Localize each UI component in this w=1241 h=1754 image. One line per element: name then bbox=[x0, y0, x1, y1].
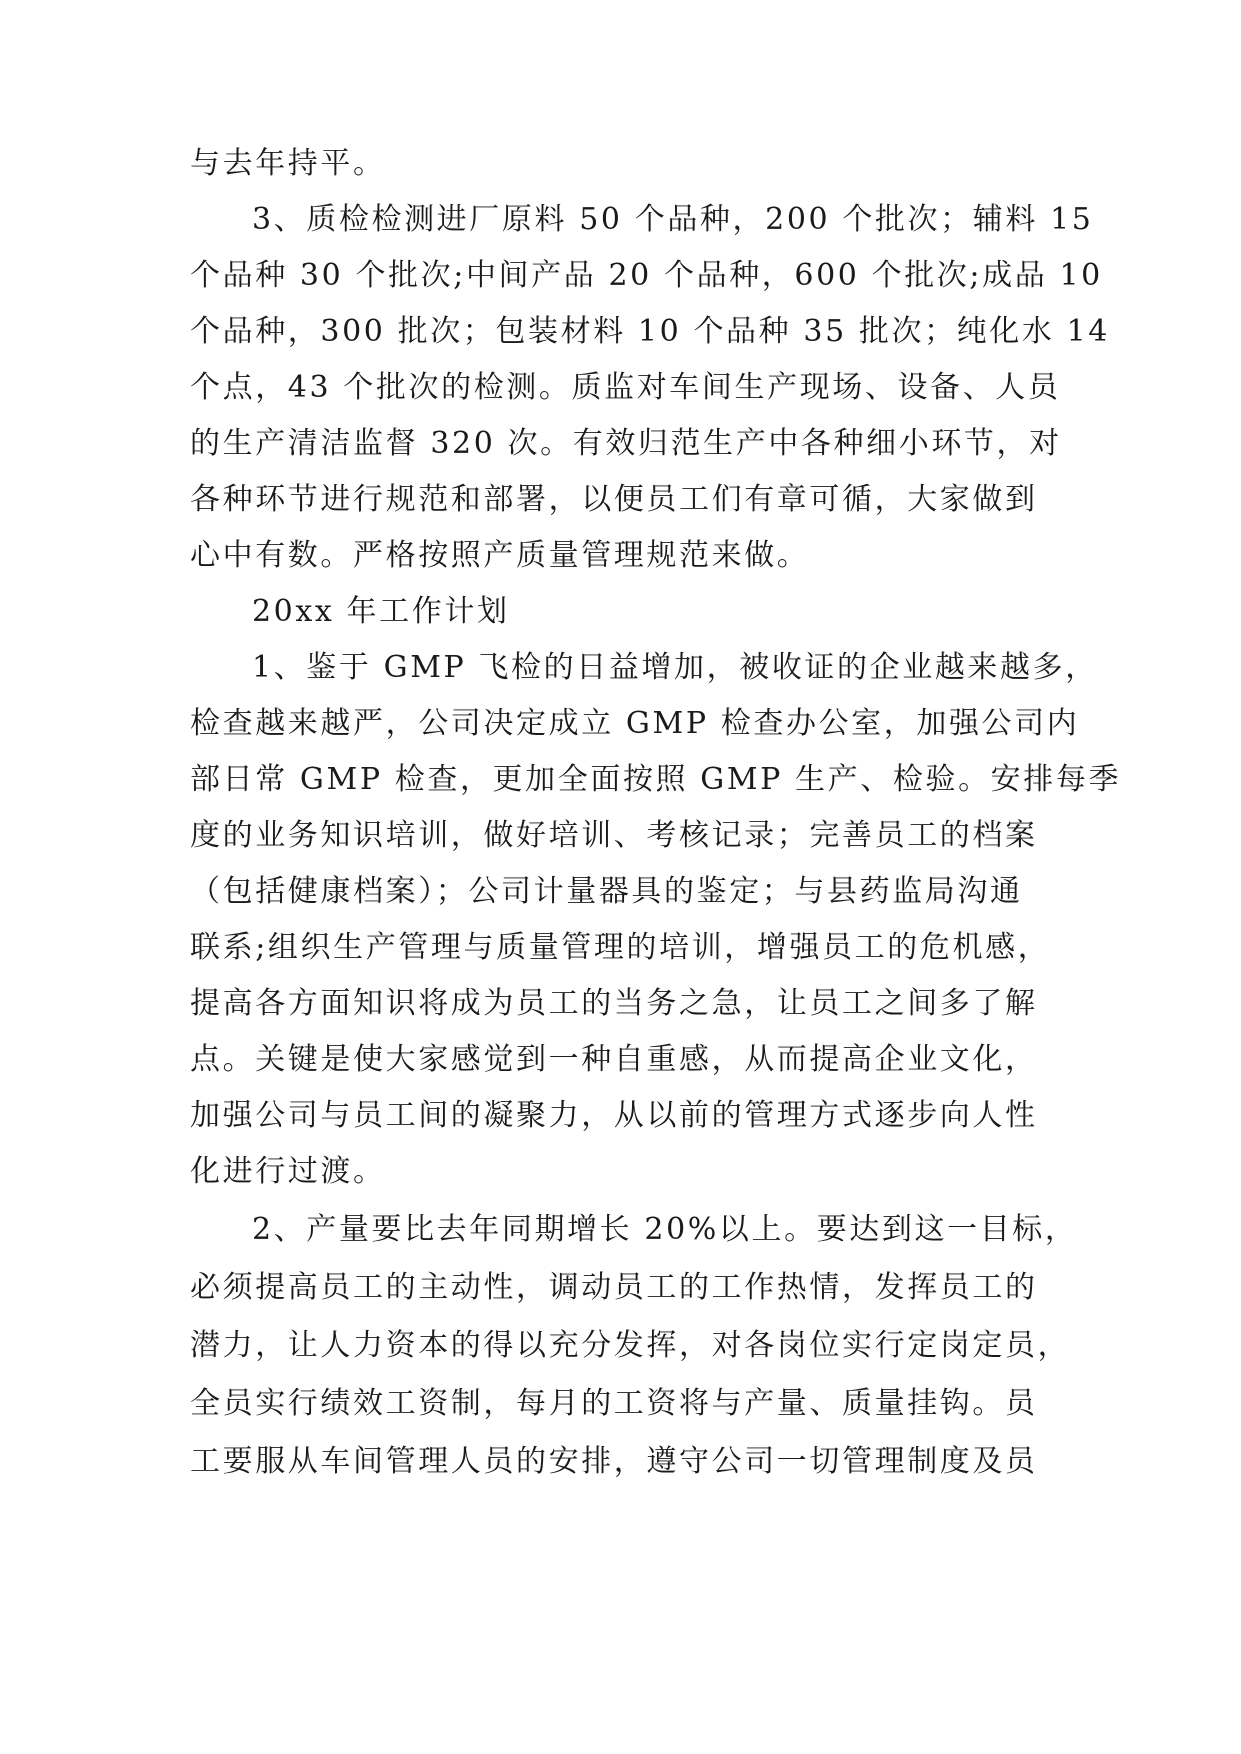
section-heading: 20xx 年工作计划 bbox=[252, 594, 510, 629]
text-line: 提高各方面知识将成为员工的当务之急，让员工之间多了解 bbox=[190, 986, 1038, 1021]
text-line: 个点，43 个批次的检测。质监对车间生产现场、设备、人员 bbox=[190, 370, 1061, 405]
text-line: 个品种，300 批次；包装材料 10 个品种 35 批次；纯化水 14 bbox=[190, 314, 1110, 349]
text-line: 工要服从车间管理人员的安排，遵守公司一切管理制度及员 bbox=[190, 1444, 1038, 1479]
text-line: 与去年持平。 bbox=[190, 146, 386, 181]
text-line: 加强公司与员工间的凝聚力，从以前的管理方式逐步向人性 bbox=[190, 1098, 1038, 1133]
text-line: 必须提高员工的主动性，调动员工的工作热情，发挥员工的 bbox=[190, 1270, 1038, 1305]
text-line: 度的业务知识培训，做好培训、考核记录；完善员工的档案 bbox=[190, 818, 1038, 853]
text-line: 检查越来越严，公司决定成立 GMP 检查办公室，加强公司内 bbox=[190, 706, 1080, 741]
text-line: 全员实行绩效工资制，每月的工资将与产量、质量挂钩。员 bbox=[190, 1386, 1038, 1421]
text-line: 联系;组织生产管理与质量管理的培训，增强员工的危机感， bbox=[190, 930, 1051, 965]
text-line: 潜力，让人力资本的得以充分发挥，对各岗位实行定岗定员， bbox=[190, 1328, 1071, 1363]
text-line: 各种环节进行规范和部署，以便员工们有章可循，大家做到 bbox=[190, 482, 1038, 517]
text-line: 化进行过渡。 bbox=[190, 1154, 386, 1189]
text-line: 心中有数。严格按照产质量管理规范来做。 bbox=[190, 538, 810, 573]
text-line: 个品种 30 个批次;中间产品 20 个品种，600 个批次;成品 10 bbox=[190, 258, 1103, 293]
text-line: 的生产清洁监督 320 次。有效归范生产中各种细小环节，对 bbox=[190, 426, 1062, 461]
text-line: 1、鉴于 GMP 飞检的日益增加，被收证的企业越来越多， bbox=[252, 650, 1098, 685]
text-line: 点。关键是使大家感觉到一种自重感，从而提高企业文化， bbox=[190, 1042, 1038, 1077]
text-line: 部日常 GMP 检查，更加全面按照 GMP 生产、检验。安排每季 bbox=[190, 762, 1122, 797]
text-line: 2、产量要比去年同期增长 20%以上。要达到这一目标， bbox=[252, 1212, 1078, 1247]
text-line: （包括健康档案）；公司计量器具的鉴定；与县药监局沟通 bbox=[190, 874, 1023, 909]
text-line: 3、质检检测进厂原料 50 个品种，200 个批次；辅料 15 bbox=[252, 202, 1094, 237]
